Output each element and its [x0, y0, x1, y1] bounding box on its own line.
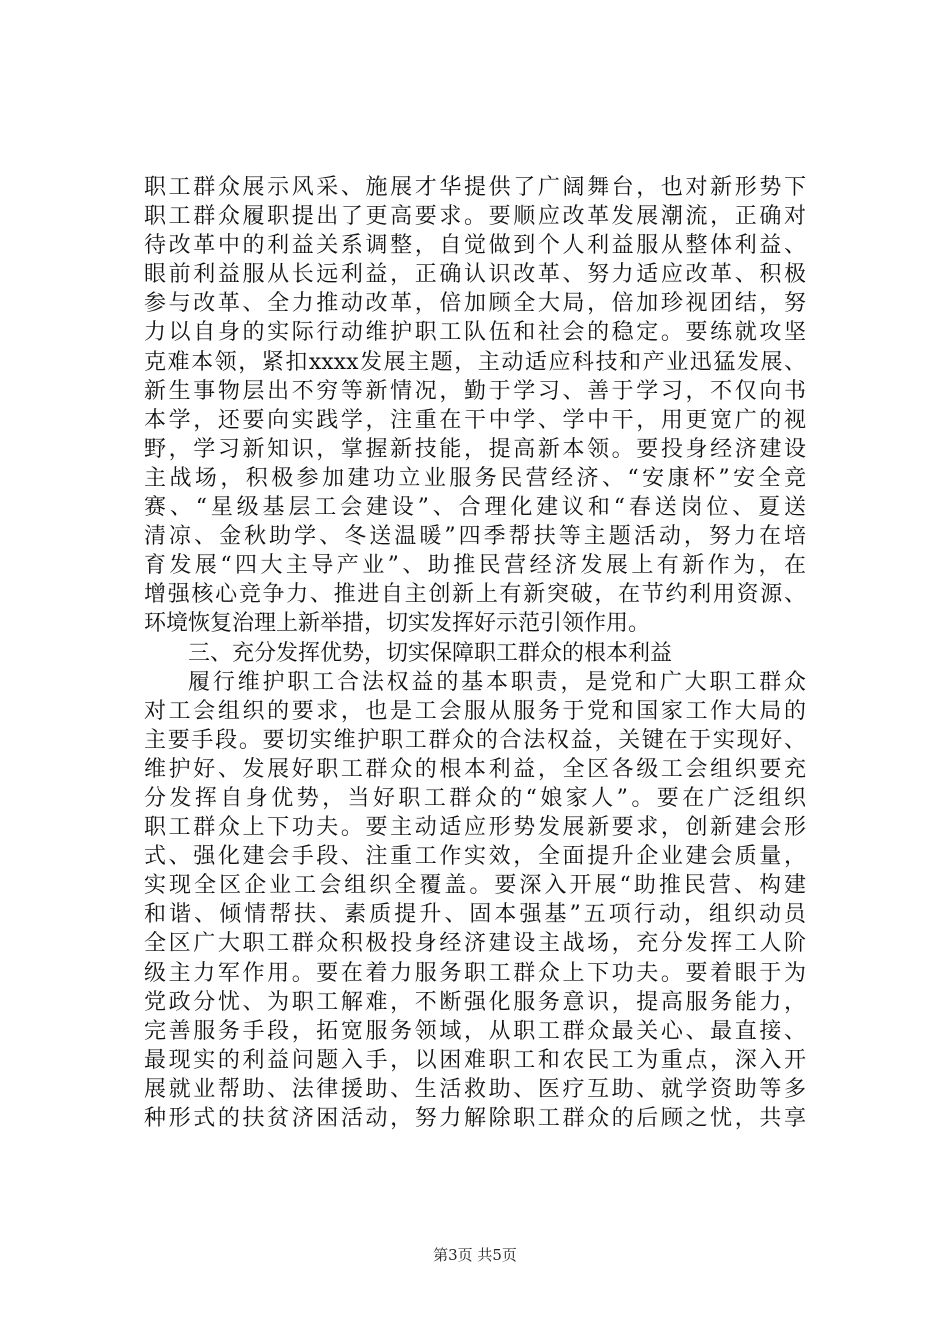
text-line: 履行维护职工合法权益的基本职责，是党和广大职工群众 — [188, 669, 806, 695]
text-line: 增强核心竞争力、推进自主创新上有新突破，在节约利用资源、 — [144, 582, 806, 608]
text-line: 分发挥自身优势，当好职工群众的“娘家人”。要在广泛组织 — [144, 785, 806, 811]
text-line: 职工群众上下功夫。要主动适应形势发展新要求，创新建会形 — [144, 815, 806, 841]
text-line: 实现全区企业工会组织全覆盖。要深入开展“助推民营、构建 — [144, 873, 806, 899]
text-line: 种形式的扶贫济困活动，努力解除职工群众的后顾之忧，共享 — [144, 1106, 806, 1131]
text-line: 完善服务手段，拓宽服务领域，从职工群众最关心、最直接、 — [144, 1018, 806, 1044]
text-line: 和谐、倾情帮扶、素质提升、固本强基”五项行动，组织动员 — [144, 902, 806, 928]
page-footer — [0, 1244, 950, 1265]
text-line: 育发展“四大主导产业”、助推民营经济发展上有新作为，在 — [144, 553, 806, 579]
text-line: 清凉、金秋助学、冬送温暖”四季帮扶等主题活动，努力在培 — [144, 524, 806, 550]
text-line: 主要手段。要切实维护职工群众的合法权益，关键在于实现好、 — [144, 727, 806, 753]
paragraph-2 — [144, 668, 806, 1134]
text-line: 党政分忧、为职工解难，不断强化服务意识，提高服务能力， — [144, 989, 806, 1015]
section-heading-text: 三、充分发挥优势，切实保障职工群众的根本利益 — [188, 640, 673, 666]
text-line: 力以自身的实际行动维护职工队伍和社会的稳定。要练就攻坚 — [144, 320, 806, 346]
text-line: 环境恢复治理上新举措，切实发挥好示范引领作用。 — [144, 611, 651, 637]
text-line: 眼前利益服从长远利益，正确认识改革、努力适应改革、积极 — [144, 262, 806, 288]
text-line: 全区广大职工群众积极投身经济建设主战场，充分发挥工人阶 — [144, 931, 806, 957]
text-line: 维护好、发展好职工群众的根本利益，全区各级工会组织要充 — [144, 756, 806, 782]
section-heading — [144, 639, 806, 668]
text-line: 新生事物层出不穷等新情况，勤于学习、善于学习，不仅向书 — [144, 378, 806, 404]
page-number-label: 第3页 共5页 — [433, 1246, 517, 1264]
text-line: 本学，还要向实践学，注重在干中学、学中干，用更宽广的视 — [144, 407, 806, 433]
text-line: 展就业帮助、法律援助、生活救助、医疗互助、就学资助等多 — [144, 1076, 806, 1102]
text-line: 职工群众履职提出了更高要求。要顺应改革发展潮流，正确对 — [144, 204, 806, 230]
text-line: 主战场，积极参加建功立业服务民营经济、“安康杯”安全竞 — [144, 465, 806, 491]
paragraph-1 — [144, 173, 806, 639]
text-line: 级主力军作用。要在着力服务职工群众上下功夫。要着眼于为 — [144, 960, 806, 986]
text-line: 克难本领，紧扣xxxx发展主题，主动适应科技和产业迅猛发展、 — [144, 349, 806, 375]
text-line: 赛、“星级基层工会建设”、合理化建议和“春送岗位、夏送 — [144, 495, 806, 521]
text-line: 最现实的利益问题入手，以困难职工和农民工为重点，深入开 — [144, 1047, 806, 1073]
text-line: 职工群众展示风采、施展才华提供了广阔舞台，也对新形势下 — [144, 175, 806, 200]
text-line: 参与改革、全力推动改革，倍加顾全大局，倍加珍视团结，努 — [144, 291, 806, 317]
text-line: 对工会组织的要求，也是工会服从服务于党和国家工作大局的 — [144, 698, 806, 724]
document-body — [144, 173, 806, 1133]
text-line: 野，学习新知识，掌握新技能，提高新本领。要投身经济建设 — [144, 436, 806, 462]
text-line: 待改革中的利益关系调整，自觉做到个人利益服从整体利益、 — [144, 233, 806, 259]
text-line: 式、强化建会手段、注重工作实效，全面提升企业建会质量， — [144, 844, 806, 870]
